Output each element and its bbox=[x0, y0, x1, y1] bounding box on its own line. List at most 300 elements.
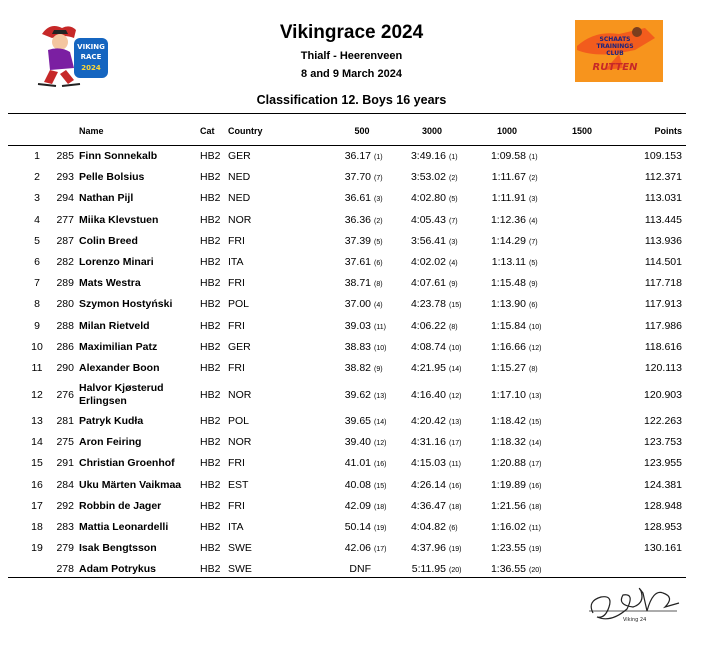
place-500: (12) bbox=[374, 440, 387, 448]
skater-name: Alexander Boon bbox=[79, 361, 160, 374]
time-1000-value: 1:23.55 bbox=[490, 542, 526, 555]
bib-number: 294 bbox=[56, 192, 74, 205]
time-1000 bbox=[440, 256, 545, 268]
place-500: (18) bbox=[374, 503, 387, 511]
place-1000: (11) bbox=[529, 525, 541, 532]
bib-number: 275 bbox=[56, 436, 74, 449]
bib-number: 276 bbox=[56, 388, 74, 401]
place-1000: (16) bbox=[529, 482, 542, 490]
place-3000: (2) bbox=[449, 175, 458, 183]
time-500-value: 42.09 bbox=[344, 499, 371, 512]
page-title: Vikingrace 2024 bbox=[279, 22, 424, 43]
place-1000: (20) bbox=[529, 567, 542, 575]
country: NED bbox=[228, 171, 251, 184]
place-1000: (7) bbox=[529, 238, 538, 246]
place-1000: (12) bbox=[529, 344, 542, 352]
place-3000: (15) bbox=[449, 302, 462, 310]
place-1000: (8) bbox=[529, 365, 538, 373]
svg-text:Viking 24: Viking 24 bbox=[623, 617, 647, 623]
time-3000-value: 4:15.03 bbox=[410, 457, 446, 470]
skater-name: Isak Bengtsson bbox=[79, 542, 157, 555]
venue: Thialf - Heerenveen bbox=[300, 50, 403, 62]
place-3000: (8) bbox=[449, 323, 458, 331]
skater-name: Milan Rietveld bbox=[79, 319, 150, 332]
skater-name: Christian Groenhof bbox=[79, 457, 175, 470]
skater-name: Miika Klevstuen bbox=[79, 213, 159, 226]
country: ITA bbox=[228, 255, 244, 268]
place-3000: (18) bbox=[449, 503, 462, 511]
place-500: (5) bbox=[374, 238, 383, 246]
points: 117.718 bbox=[644, 277, 682, 290]
table-row bbox=[0, 252, 703, 273]
table-row bbox=[0, 273, 703, 294]
time-3000-value: 4:05.43 bbox=[410, 213, 446, 226]
place-1000: (15) bbox=[529, 419, 542, 427]
rank: 6 bbox=[34, 255, 40, 268]
svg-text:2024: 2024 bbox=[81, 64, 101, 72]
place-3000: (16) bbox=[449, 482, 462, 490]
points: 113.031 bbox=[644, 192, 682, 205]
points: 123.753 bbox=[644, 436, 682, 449]
time-3000-value: 3:56.41 bbox=[410, 234, 446, 247]
points: 130.161 bbox=[644, 542, 682, 555]
category: HB2 bbox=[200, 319, 221, 332]
skater-name: Szymon Hostyński bbox=[79, 298, 173, 311]
bib-number: 282 bbox=[56, 255, 74, 268]
place-1000: (19) bbox=[529, 546, 542, 554]
signature bbox=[583, 583, 683, 625]
category: HB2 bbox=[200, 542, 221, 555]
time-1000-value: 1:17.10 bbox=[490, 388, 526, 401]
time-3000-value: 4:23.78 bbox=[410, 298, 446, 311]
category: HB2 bbox=[200, 415, 221, 428]
points: 109.153 bbox=[644, 150, 682, 162]
place-500: (4) bbox=[374, 302, 383, 310]
place-3000: (14) bbox=[449, 365, 462, 373]
place-1000: (18) bbox=[529, 503, 542, 511]
rank: 19 bbox=[31, 542, 43, 555]
bib-number: 289 bbox=[56, 277, 74, 290]
rank: 11 bbox=[31, 361, 43, 374]
category: HB2 bbox=[200, 499, 221, 512]
time-1000 bbox=[440, 192, 545, 204]
time-3000-value: 4:16.40 bbox=[410, 388, 446, 401]
bib-number: 285 bbox=[56, 150, 74, 162]
svg-text:VIKING: VIKING bbox=[77, 43, 105, 51]
points: 128.948 bbox=[644, 499, 682, 512]
table-row bbox=[0, 337, 703, 358]
col-header-country: Country bbox=[228, 126, 263, 136]
time-1000-value: 1:20.88 bbox=[490, 457, 526, 470]
place-1000: (6) bbox=[529, 302, 538, 310]
time-500-value: 38.83 bbox=[344, 340, 371, 353]
bib-number: 277 bbox=[56, 213, 74, 226]
bib-number: 281 bbox=[56, 415, 74, 428]
time-500-value: 37.61 bbox=[344, 255, 371, 268]
rank: 16 bbox=[31, 478, 43, 491]
table-row bbox=[0, 146, 703, 167]
skater-name: Adam Potrykus bbox=[79, 563, 157, 576]
table-row bbox=[0, 517, 703, 538]
place-3000: (20) bbox=[449, 567, 462, 575]
time-500-value: 38.82 bbox=[344, 361, 371, 374]
place-500: (6) bbox=[374, 259, 383, 267]
rank: 9 bbox=[34, 319, 40, 332]
category: HB2 bbox=[200, 171, 221, 184]
bib-number: 280 bbox=[56, 298, 74, 311]
rank: 12 bbox=[31, 388, 43, 401]
time-500-value: 37.39 bbox=[344, 234, 371, 247]
place-1000: (5) bbox=[529, 259, 538, 267]
time-1000 bbox=[440, 171, 545, 183]
country: SWE bbox=[228, 542, 252, 555]
time-1000 bbox=[440, 500, 545, 512]
time-1000-value: 1:18.32 bbox=[490, 436, 526, 449]
skater-name: Mattia Leonardelli bbox=[79, 521, 169, 533]
time-1000 bbox=[440, 457, 545, 469]
skater-name: Lorenzo Minari bbox=[79, 255, 154, 268]
category: HB2 bbox=[200, 192, 221, 205]
svg-text:TRAININGS: TRAININGS bbox=[596, 43, 634, 50]
category: HB2 bbox=[200, 277, 221, 290]
time-3000-value: 4:07.61 bbox=[410, 277, 446, 290]
bib-number: 293 bbox=[56, 171, 74, 184]
rank: 1 bbox=[34, 150, 40, 162]
table-row bbox=[0, 475, 703, 496]
svg-text:RUTTEN: RUTTEN bbox=[592, 62, 638, 73]
country: POL bbox=[228, 415, 250, 428]
time-3000-value: 3:49.16 bbox=[410, 150, 446, 162]
place-3000: (3) bbox=[449, 238, 458, 246]
time-1000-value: 1:09.58 bbox=[490, 150, 526, 162]
country: POL bbox=[228, 298, 250, 311]
rank: 5 bbox=[34, 234, 40, 247]
time-1000-value: 1:14.29 bbox=[490, 234, 526, 247]
place-500: (13) bbox=[374, 392, 387, 400]
skater-name: Colin Breed bbox=[79, 234, 138, 247]
time-500-value: 39.62 bbox=[344, 388, 371, 401]
points: 113.445 bbox=[644, 213, 682, 226]
time-500-value: 36.17 bbox=[344, 150, 371, 162]
time-3000-value: 4:02.80 bbox=[410, 192, 446, 205]
country: EST bbox=[228, 478, 249, 491]
place-1000: (10) bbox=[529, 323, 542, 331]
bib-number: 287 bbox=[56, 234, 74, 247]
category: HB2 bbox=[200, 298, 221, 311]
time-1000 bbox=[440, 362, 545, 374]
rank: 8 bbox=[34, 298, 40, 311]
country: FRI bbox=[228, 277, 245, 290]
time-3000-value: 4:06.22 bbox=[410, 319, 446, 332]
table-row bbox=[0, 358, 703, 379]
rank: 14 bbox=[31, 436, 43, 449]
time-1000-value: 1:11.91 bbox=[491, 192, 526, 205]
place-3000: (17) bbox=[449, 440, 462, 448]
table-row bbox=[0, 411, 703, 432]
rank: 18 bbox=[31, 521, 43, 533]
time-3000-value: 4:37.96 bbox=[410, 542, 446, 555]
time-500-value: 39.03 bbox=[344, 319, 371, 332]
points: 128.953 bbox=[644, 521, 682, 533]
rank: 2 bbox=[34, 171, 40, 184]
time-500-value: 37.70 bbox=[344, 171, 371, 184]
bib-number: 283 bbox=[56, 521, 74, 533]
table-row bbox=[0, 538, 703, 559]
points: 112.371 bbox=[644, 171, 682, 184]
time-1000-value: 1:21.56 bbox=[490, 499, 526, 512]
category: HB2 bbox=[200, 234, 221, 247]
time-3000-value: 4:04.82 bbox=[410, 521, 446, 533]
country: NOR bbox=[228, 213, 252, 226]
place-3000: (12) bbox=[449, 392, 462, 400]
time-3000-value: 4:02.02 bbox=[410, 255, 446, 268]
place-500: (8) bbox=[374, 281, 383, 289]
place-500: (7) bbox=[374, 175, 383, 183]
rank: 13 bbox=[31, 415, 43, 428]
time-500-value: 50.14 bbox=[344, 521, 371, 533]
place-3000: (4) bbox=[449, 259, 458, 267]
time-1000-value: 1:15.84 bbox=[490, 319, 526, 332]
country: FRI bbox=[228, 457, 245, 470]
col-header-500: 500 bbox=[354, 126, 370, 136]
time-500-value: 38.71 bbox=[344, 277, 371, 290]
time-1000-value: 1:18.42 bbox=[490, 415, 526, 428]
time-1000-value: 1:11.67 bbox=[491, 171, 526, 184]
table-row bbox=[0, 231, 703, 252]
category: HB2 bbox=[200, 521, 221, 533]
place-500: (14) bbox=[374, 419, 387, 427]
points: 120.903 bbox=[644, 388, 682, 401]
place-1000: (9) bbox=[529, 281, 538, 289]
rank: 3 bbox=[34, 192, 40, 205]
rank: 15 bbox=[31, 457, 43, 470]
skater-name: Aron Feiring bbox=[79, 436, 142, 449]
time-1000-value: 1:16.02 bbox=[490, 521, 526, 533]
time-500-value: 42.06 bbox=[344, 542, 371, 555]
rank: 17 bbox=[31, 499, 43, 512]
time-1000 bbox=[440, 277, 545, 289]
points: 124.381 bbox=[644, 478, 682, 491]
category: HB2 bbox=[200, 457, 221, 470]
place-3000: (19) bbox=[449, 546, 462, 554]
bib-number: 279 bbox=[56, 542, 74, 555]
col-header-name: Name bbox=[79, 126, 104, 136]
country: FRI bbox=[228, 361, 245, 374]
bib-number: 291 bbox=[56, 457, 74, 470]
table-row bbox=[0, 316, 703, 337]
skater-name: Maximilian Patz bbox=[79, 340, 158, 353]
time-1000-value: 1:13.11 bbox=[491, 255, 526, 268]
category: HB2 bbox=[200, 213, 221, 226]
category: HB2 bbox=[200, 340, 221, 353]
place-1000: (17) bbox=[529, 461, 542, 469]
country: SWE bbox=[228, 563, 252, 576]
points: 117.913 bbox=[644, 298, 682, 311]
category: HB2 bbox=[200, 361, 221, 374]
time-500-value: DNF bbox=[349, 563, 371, 576]
place-500: (10) bbox=[374, 344, 387, 352]
time-3000-value: 4:21.95 bbox=[410, 361, 446, 374]
category: HB2 bbox=[200, 255, 221, 268]
table-row bbox=[0, 188, 703, 209]
place-3000: (11) bbox=[449, 461, 461, 469]
bib-number: 284 bbox=[56, 478, 74, 491]
svg-text:SCHAATS: SCHAATS bbox=[599, 36, 631, 43]
time-1000 bbox=[440, 150, 545, 162]
time-1000 bbox=[440, 214, 545, 226]
table-row bbox=[0, 453, 703, 474]
place-500: (16) bbox=[374, 461, 387, 469]
rank: 7 bbox=[34, 277, 40, 290]
svg-text:RACE: RACE bbox=[80, 53, 102, 61]
time-3000-value: 4:08.74 bbox=[410, 340, 446, 353]
time-3000-value: 4:20.42 bbox=[410, 415, 446, 428]
results-table bbox=[0, 146, 703, 581]
svg-text:CLUB: CLUB bbox=[606, 50, 624, 57]
divider-bottom bbox=[8, 577, 686, 578]
table-row bbox=[0, 496, 703, 517]
rank: 4 bbox=[34, 213, 40, 226]
col-header-1500: 1500 bbox=[571, 126, 593, 136]
place-1000: (4) bbox=[529, 217, 538, 225]
table-row bbox=[0, 167, 703, 188]
country: FRI bbox=[228, 319, 245, 332]
place-500: (2) bbox=[374, 217, 383, 225]
points: 113.936 bbox=[644, 234, 682, 247]
category: HB2 bbox=[200, 150, 221, 162]
points: 123.955 bbox=[644, 457, 682, 470]
place-3000: (10) bbox=[449, 344, 462, 352]
country: ITA bbox=[228, 521, 244, 533]
category: HB2 bbox=[200, 388, 221, 401]
points: 118.616 bbox=[644, 340, 682, 353]
country: NED bbox=[228, 192, 251, 205]
time-500-value: 39.65 bbox=[344, 415, 371, 428]
time-1000 bbox=[440, 298, 545, 310]
time-3000-value: 4:31.16 bbox=[410, 436, 446, 449]
skater-name: Finn Sonnekalb bbox=[79, 150, 158, 162]
skater-name: Patryk Kudła bbox=[79, 415, 144, 428]
time-1000 bbox=[440, 320, 545, 332]
place-3000: (9) bbox=[449, 281, 458, 289]
time-1000 bbox=[440, 415, 545, 427]
table-row bbox=[0, 210, 703, 231]
place-500: (1) bbox=[374, 154, 383, 161]
time-500-value: 36.36 bbox=[344, 213, 371, 226]
time-1000-value: 1:12.36 bbox=[490, 213, 526, 226]
bib-number: 292 bbox=[56, 499, 74, 512]
bib-number: 286 bbox=[56, 340, 74, 353]
category: HB2 bbox=[200, 563, 221, 576]
country: NOR bbox=[228, 388, 252, 401]
place-500: (19) bbox=[374, 525, 387, 532]
time-1000-value: 1:36.55 bbox=[490, 563, 526, 576]
time-1000-value: 1:13.90 bbox=[490, 298, 526, 311]
col-header-cat: Cat bbox=[200, 126, 215, 136]
table-row bbox=[0, 432, 703, 453]
bib-number: 290 bbox=[56, 361, 74, 374]
time-1000 bbox=[440, 389, 545, 401]
points: 120.113 bbox=[644, 361, 682, 374]
skater-name: Uku Märten Vaikmaa bbox=[79, 478, 182, 491]
place-1000: (3) bbox=[529, 196, 538, 204]
time-1000 bbox=[440, 341, 545, 353]
place-3000: (1) bbox=[449, 154, 458, 161]
points: 122.263 bbox=[644, 415, 682, 428]
category: HB2 bbox=[200, 478, 221, 491]
country: FRI bbox=[228, 499, 245, 512]
classification-title: Classification 12. Boys 16 years bbox=[256, 93, 447, 107]
country: FRI bbox=[228, 234, 245, 247]
skater-name: Mats Westra bbox=[79, 277, 141, 290]
bib-number: 288 bbox=[56, 319, 74, 332]
col-header-3000: 3000 bbox=[421, 126, 443, 136]
divider-top bbox=[8, 113, 686, 114]
place-500: (9) bbox=[374, 365, 383, 373]
place-1000: (1) bbox=[529, 154, 538, 161]
time-1000 bbox=[440, 542, 545, 554]
place-1000: (2) bbox=[529, 175, 538, 183]
country: GER bbox=[228, 150, 251, 162]
place-500: (11) bbox=[374, 323, 386, 331]
time-1000-value: 1:16.66 bbox=[490, 340, 526, 353]
time-3000-value: 5:11.95 bbox=[411, 563, 446, 576]
place-500: (3) bbox=[374, 196, 383, 204]
time-1000-value: 1:15.48 bbox=[490, 277, 526, 290]
time-3000-value: 4:36.47 bbox=[410, 499, 446, 512]
rank: 10 bbox=[31, 340, 43, 353]
time-500-value: 36.61 bbox=[344, 192, 371, 205]
category: HB2 bbox=[200, 436, 221, 449]
skater-name: Pelle Bolsius bbox=[79, 171, 145, 184]
table-row bbox=[0, 294, 703, 315]
time-1000 bbox=[440, 436, 545, 448]
time-500-value: 37.00 bbox=[344, 298, 371, 311]
time-3000-value: 4:26.14 bbox=[410, 478, 446, 491]
time-500-value: 41.01 bbox=[344, 457, 371, 470]
time-1000 bbox=[440, 521, 545, 533]
time-500-value: 39.40 bbox=[344, 436, 371, 449]
event-dates: 8 and 9 March 2024 bbox=[301, 68, 402, 80]
time-1000-value: 1:19.89 bbox=[490, 478, 526, 491]
time-1000 bbox=[440, 479, 545, 491]
country: GER bbox=[228, 340, 251, 353]
points: 114.501 bbox=[644, 255, 682, 268]
place-500: (15) bbox=[374, 482, 387, 490]
place-3000: (5) bbox=[449, 196, 458, 204]
points: 117.986 bbox=[644, 319, 682, 332]
place-500: (17) bbox=[374, 546, 387, 554]
skater-name: Halvor Kjøsterud Erlingsen bbox=[79, 382, 164, 408]
bib-number: 278 bbox=[56, 563, 74, 576]
skater-name: Nathan Pijl bbox=[79, 192, 134, 205]
col-header-points: Points bbox=[654, 126, 682, 136]
table-row bbox=[0, 379, 703, 411]
time-3000-value: 3:53.02 bbox=[410, 171, 446, 184]
time-1000 bbox=[440, 235, 545, 247]
country: NOR bbox=[228, 436, 252, 449]
time-1000-value: 1:15.27 bbox=[490, 361, 526, 374]
time-1000 bbox=[440, 563, 545, 575]
place-3000: (13) bbox=[449, 419, 462, 427]
place-3000: (7) bbox=[449, 217, 458, 225]
col-header-1000: 1000 bbox=[496, 126, 518, 136]
place-1000: (14) bbox=[529, 440, 542, 448]
skater-name: Robbin de Jager bbox=[79, 499, 162, 512]
place-1000: (13) bbox=[529, 392, 542, 400]
place-3000: (6) bbox=[449, 525, 458, 532]
time-500-value: 40.08 bbox=[344, 478, 371, 491]
